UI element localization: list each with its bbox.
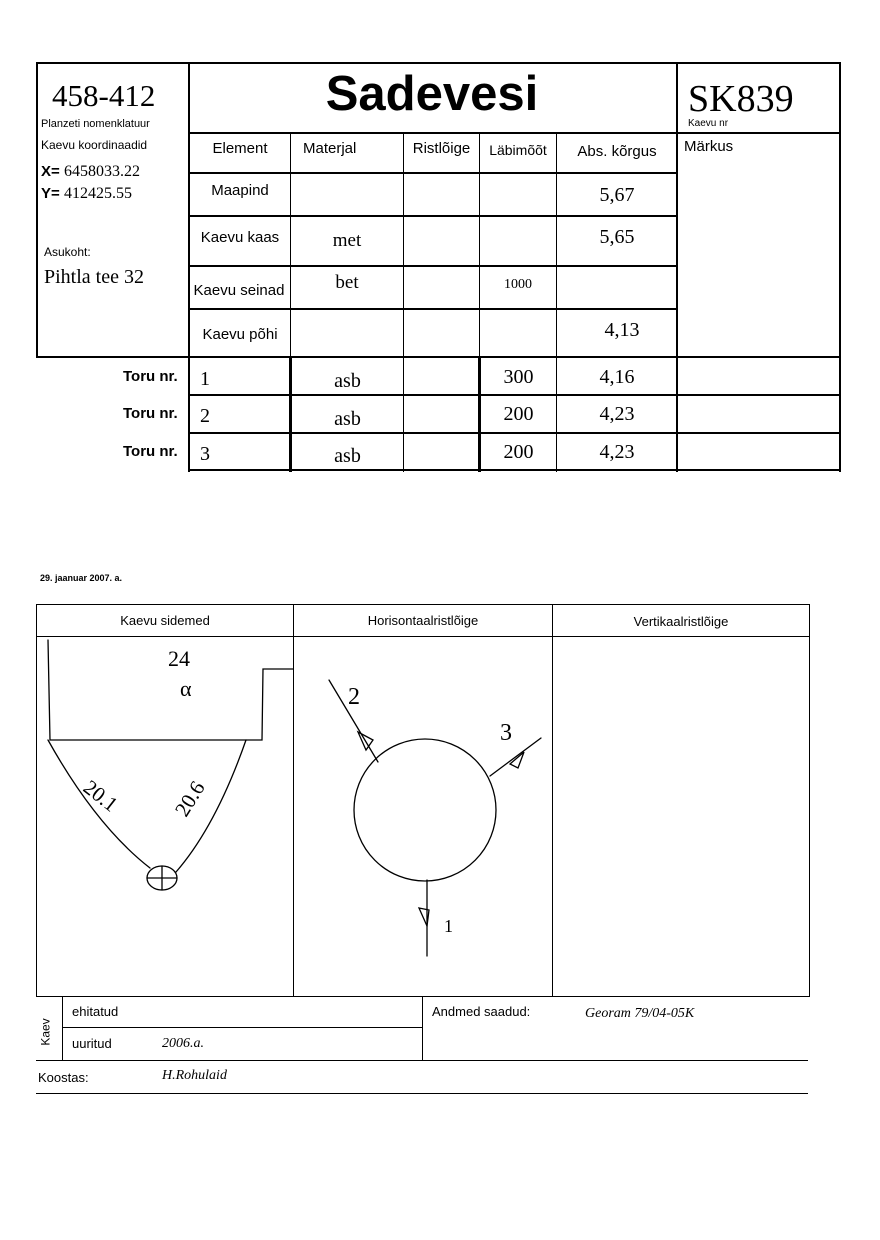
col-kaevu-sidemed: Kaevu sidemed: [120, 613, 210, 628]
kaev-label-wrap: [34, 1010, 58, 1054]
pipe-material: asb: [334, 369, 361, 392]
location-value: Pihtla tee 32: [44, 266, 144, 288]
coord-x-value: 6458033.22: [63, 163, 140, 180]
nomenclature-value: 458-412: [52, 78, 156, 113]
pipe-diameter: 200: [503, 440, 534, 463]
horizontal-section-sketch: [294, 636, 552, 994]
ties-sketch: [36, 636, 294, 994]
row-height: 4,13: [604, 318, 640, 341]
data-source-label: Andmed saadud:: [432, 1004, 531, 1019]
coord-x-label: X=: [41, 163, 60, 180]
kaev-label: Kaev: [39, 1018, 54, 1046]
row-height: 5,65: [599, 225, 635, 248]
pipe-height: 4,16: [599, 365, 635, 388]
col-header-element: Element: [212, 139, 268, 157]
coord-y: [41, 185, 132, 203]
pipe-diameter: 200: [503, 402, 534, 425]
col-vertikaal: Vertikaalristlõige: [633, 614, 729, 629]
tie-right-label: 20.6: [169, 776, 210, 821]
coord-y-label: Y=: [41, 185, 60, 202]
col-horisontaal: Horisontaalristlõige: [367, 613, 479, 628]
pipe-2-label: 2: [348, 684, 360, 710]
coord-x: [41, 163, 140, 181]
well-number-label: Kaevu nr: [688, 118, 729, 129]
row-element: Kaevu seinad: [193, 281, 285, 299]
compiled-label: Koostas:: [38, 1070, 89, 1085]
col-header-height: Abs. kõrgus: [577, 142, 657, 160]
location-label: Asukoht:: [44, 245, 91, 259]
row-element: Kaevu kaas: [200, 228, 280, 246]
document-date: 29. jaanuar 2007. a.: [40, 573, 123, 583]
coords-label: Kaevu koordinaadid: [41, 138, 148, 152]
col-header-diameter: Läbimõõt: [489, 142, 547, 158]
col-header-material: Materjal: [303, 139, 357, 157]
pipe-number: 2: [200, 405, 210, 427]
pipe-height: 4,23: [599, 440, 635, 463]
surveyed-label: uuritud: [72, 1036, 112, 1051]
row-element: Maapind: [211, 181, 269, 199]
pipe-number: 3: [200, 443, 210, 465]
col-header-remarks: Märkus: [684, 138, 734, 155]
data-source-value: Georam 79/04-05K: [585, 1006, 695, 1021]
col-header-cross: Ristlõige: [412, 139, 471, 157]
row-height: 5,67: [599, 183, 635, 206]
pipe-label: Toru nr.: [123, 368, 178, 385]
pipe-3-label: 3: [500, 720, 512, 746]
coord-y-value: 412425.55: [63, 185, 132, 202]
pipe-material: asb: [334, 407, 361, 430]
pipe-material: asb: [334, 444, 361, 467]
row-material: bet: [335, 272, 359, 293]
nomenclature-label: Planzeti nomenklatuur: [41, 118, 150, 130]
row-diameter: 1000: [504, 277, 532, 292]
built-label: ehitatud: [72, 1004, 119, 1019]
compiled-value: H.Rohulaid: [162, 1068, 227, 1083]
surveyed-value: 2006.a.: [162, 1036, 204, 1051]
tie-left-label: 20.1: [78, 775, 123, 817]
row-material: met: [332, 230, 362, 251]
tie-top-symbol: α: [180, 676, 192, 701]
pipe-height: 4,23: [599, 402, 635, 425]
tie-top-label: 24: [168, 646, 190, 671]
pipe-label: Toru nr.: [123, 405, 178, 422]
page-title: Sadevesi: [325, 67, 539, 121]
pipe-label: Toru nr.: [123, 443, 178, 460]
pipe-diameter: 300: [503, 365, 534, 388]
row-element: Kaevu põhi: [202, 325, 278, 343]
pipe-number: 1: [200, 368, 210, 390]
pipe-1-label: 1: [444, 916, 453, 936]
well-number: SK839: [688, 78, 794, 120]
